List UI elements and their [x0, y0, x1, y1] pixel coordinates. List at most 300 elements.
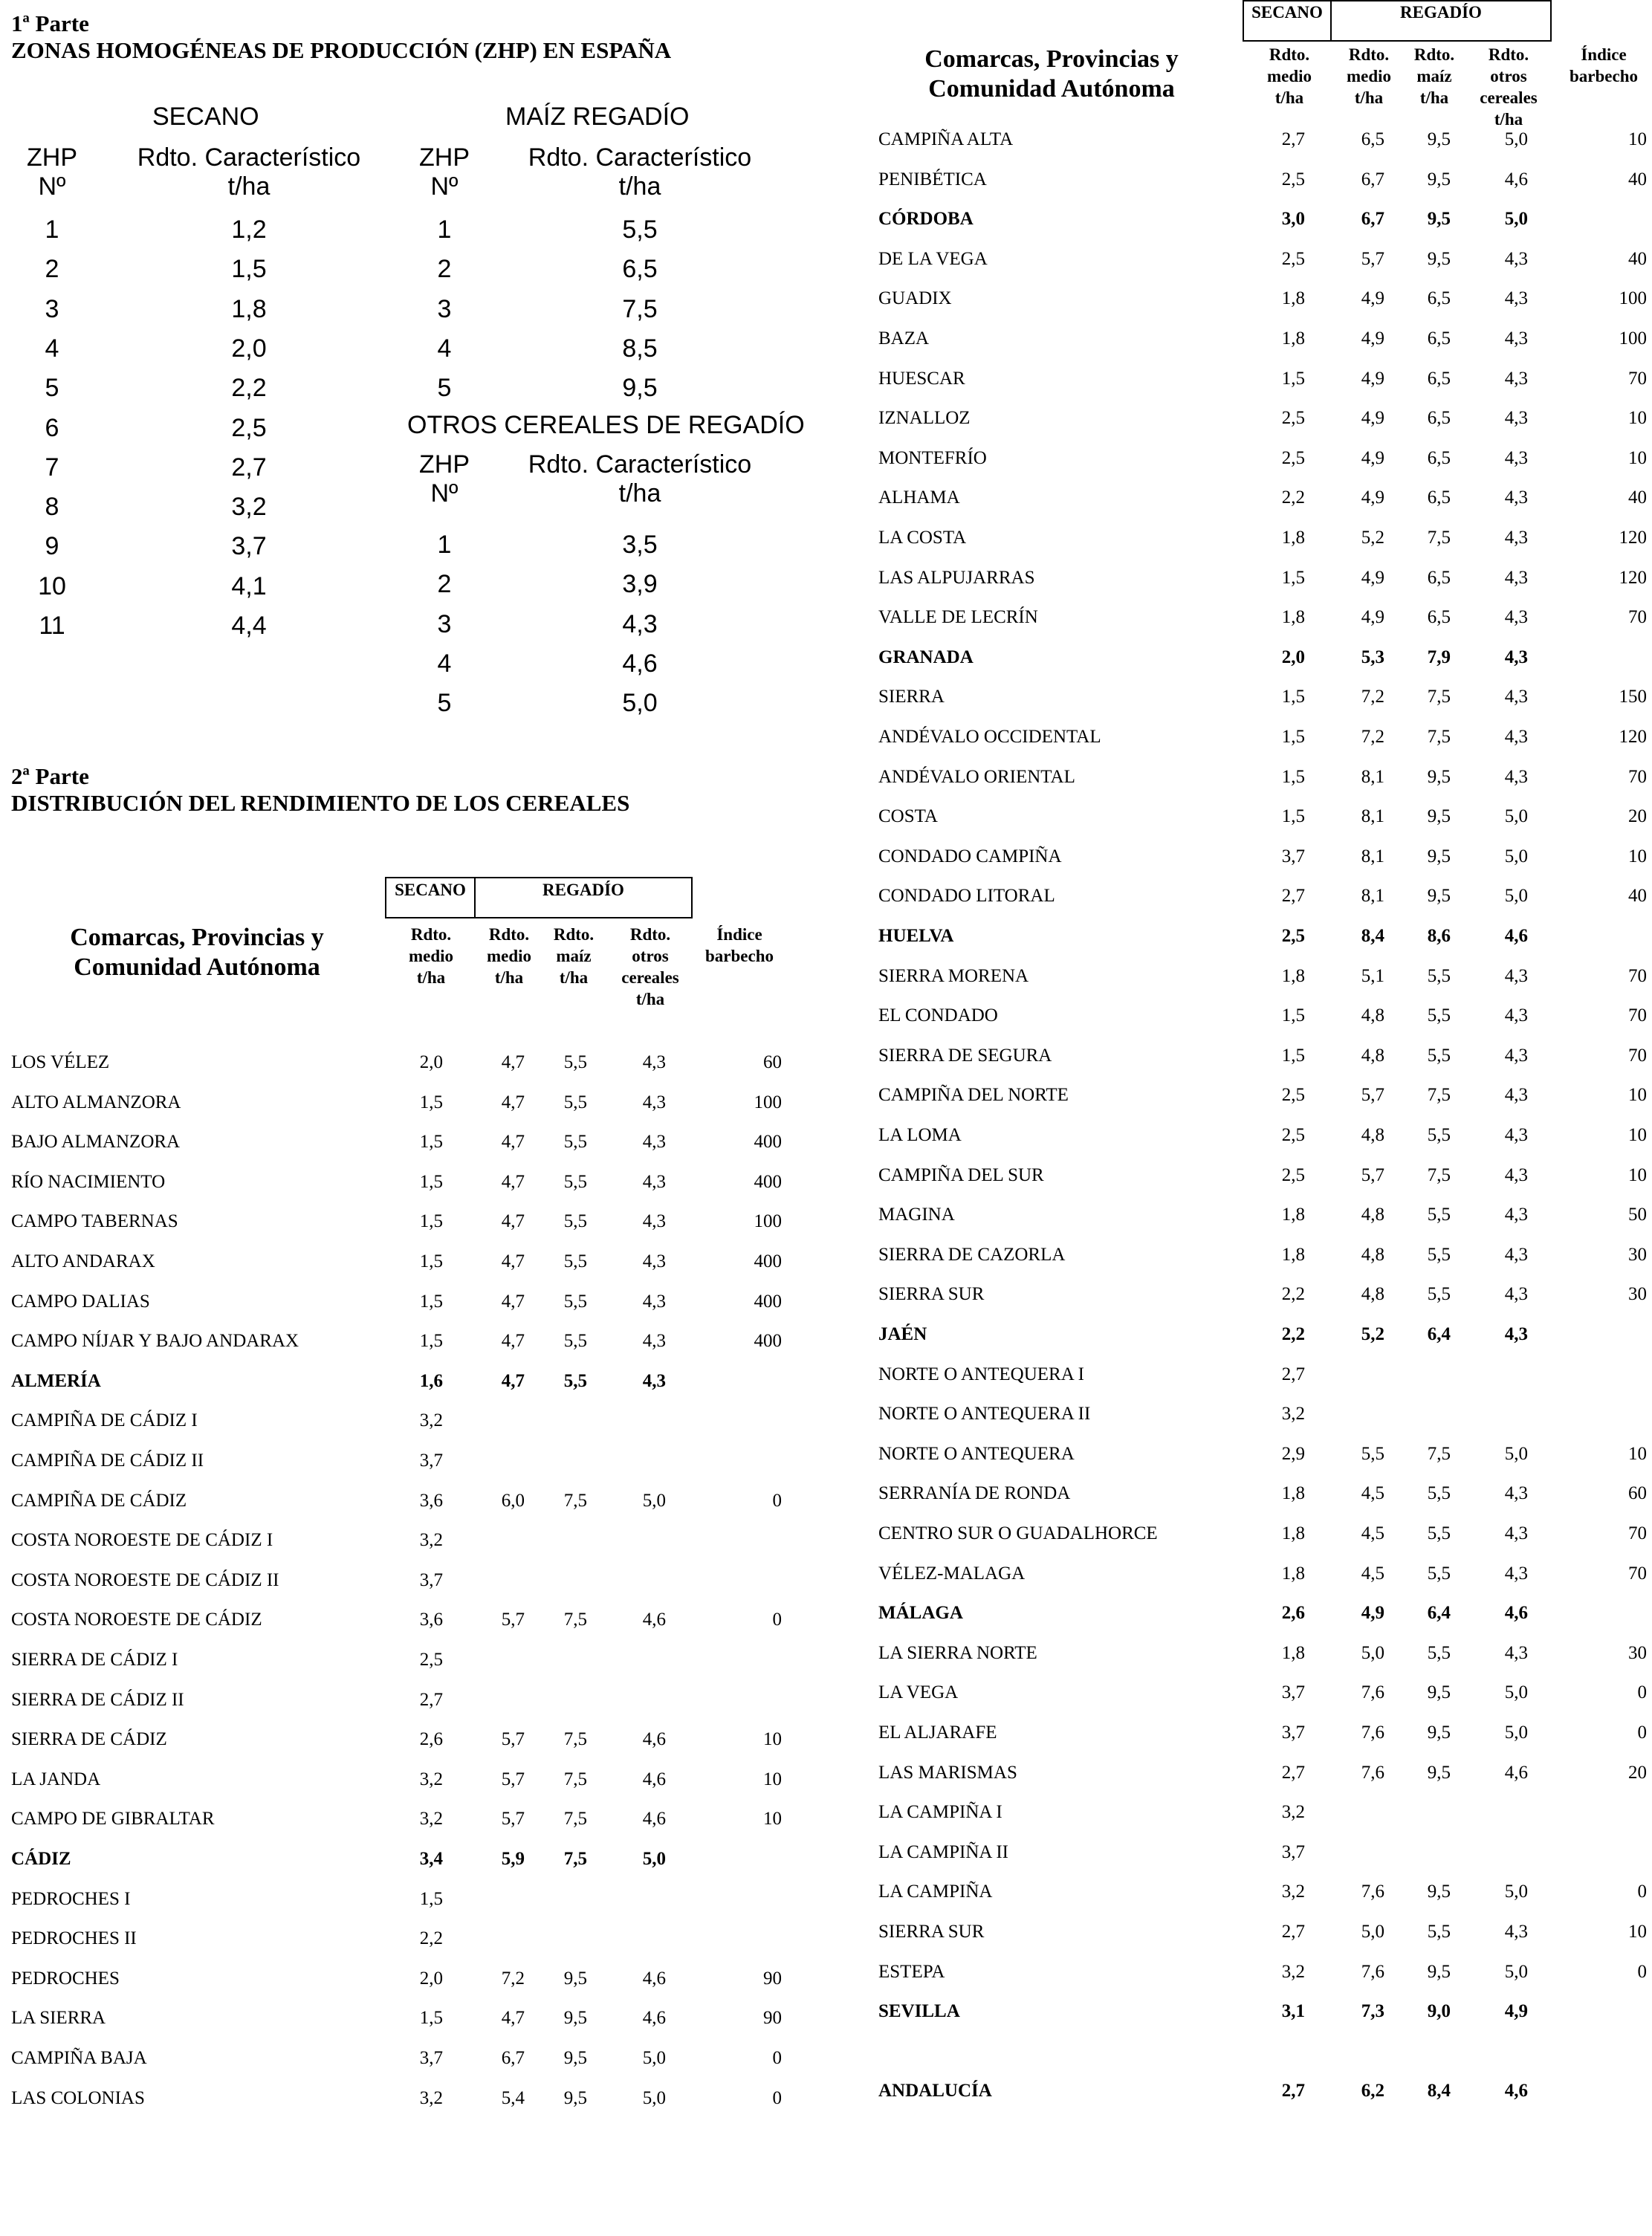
cell-value: 4,3 — [1504, 487, 1528, 508]
cell-value: 5,2 — [1361, 528, 1384, 548]
cell-value: 90 — [763, 2008, 782, 2029]
cell-value: 100 — [1619, 288, 1647, 309]
cell-value: 8,1 — [1361, 886, 1384, 907]
zhp-number: 11 — [39, 612, 65, 640]
cell-value: 5,5 — [563, 1370, 587, 1391]
cell-value: 4,3 — [1504, 248, 1528, 269]
cell-value: 4,3 — [1504, 1483, 1528, 1504]
cell-value: 4,3 — [1504, 1284, 1528, 1305]
maiz-rdto-header — [525, 143, 755, 201]
cell-value: 0 — [772, 1490, 782, 1511]
cell-value: 4,6 — [642, 1769, 666, 1789]
region-name: SIERRA SUR — [878, 1922, 985, 1942]
column-header-line: Rdto. — [1348, 45, 1390, 64]
rdto-value: 5,5 — [622, 216, 658, 244]
cell-value: 4,3 — [1504, 1085, 1528, 1106]
region-name: JAÉN — [878, 1324, 927, 1344]
region-name: ALTO ALMANZORA — [11, 1092, 181, 1112]
cell-value: 8,6 — [1427, 926, 1451, 946]
cell-value: 7,5 — [563, 1809, 587, 1830]
region-name: SIERRA — [878, 687, 945, 707]
cell-value: 3,1 — [1281, 2001, 1305, 2022]
column-header-line: t/ha — [1419, 88, 1449, 107]
region-name: ESTEPA — [878, 1961, 945, 1982]
cell-value: 1,8 — [1281, 528, 1305, 548]
cell-value: 1,5 — [1281, 567, 1305, 588]
cell-value: 9,5 — [1427, 169, 1451, 189]
column-header-line: Rdto. — [488, 925, 530, 944]
cell-value: 1,5 — [419, 1251, 443, 1271]
cell-value: 1,8 — [1281, 1642, 1305, 1663]
cell-value: 4,7 — [501, 1052, 525, 1072]
cell-value: 4,3 — [1504, 1164, 1528, 1185]
region-name: CAMPO DE GIBRALTAR — [11, 1809, 215, 1830]
cell-value: 5,0 — [1504, 1961, 1528, 1982]
cell-value: 2,5 — [419, 1650, 443, 1670]
region-name: MÁLAGA — [878, 1603, 963, 1624]
cell-value: 7,5 — [1427, 687, 1451, 707]
region-name: LA VEGA — [878, 1682, 959, 1703]
cell-value: 400 — [754, 1171, 782, 1192]
cell-value: 7,5 — [1427, 727, 1451, 747]
cell-value: 9,5 — [1427, 806, 1451, 827]
cell-value: 3,7 — [1281, 1841, 1305, 1862]
column-header — [609, 924, 691, 1010]
zhp-number: 6 — [45, 413, 59, 442]
cell-value: 4,7 — [501, 1132, 525, 1153]
cell-value: 6,7 — [1361, 169, 1384, 189]
region-name: NORTE O ANTEQUERA II — [878, 1404, 1091, 1425]
cell-value: 4,3 — [1504, 647, 1528, 667]
zhp-number: 7 — [45, 453, 59, 482]
cell-value: 10 — [1628, 1443, 1647, 1464]
rdto-value: 2,2 — [231, 374, 267, 403]
column-header-line: Índice — [1581, 45, 1627, 64]
cell-value: 4,7 — [501, 1251, 525, 1271]
part2-label: 2ª Parte — [11, 763, 89, 789]
region-name: LA LOMA — [878, 1125, 962, 1145]
cell-value: 9,5 — [1427, 129, 1451, 149]
cell-value: 4,8 — [1361, 1205, 1384, 1225]
cell-value: 4,6 — [1504, 1603, 1528, 1624]
cell-value: 5,5 — [1427, 1483, 1451, 1504]
cell-value: 70 — [1628, 1523, 1647, 1543]
column-header-line: t/ha — [635, 990, 665, 1008]
zhp-no-label: Nº — [430, 479, 459, 508]
cell-value: 5,0 — [642, 2048, 666, 2068]
cell-value: 70 — [1628, 1563, 1647, 1584]
zhp-number: 4 — [437, 334, 452, 363]
cell-value: 5,7 — [501, 1809, 525, 1830]
cell-value: 5,5 — [1427, 1642, 1451, 1663]
cell-value: 5,7 — [1361, 1085, 1384, 1106]
secano-header: SECANO — [1251, 3, 1323, 22]
cell-value: 4,9 — [1361, 607, 1384, 628]
cell-value: 10 — [1628, 1125, 1647, 1145]
region-name: CAMPO DALIAS — [11, 1291, 150, 1312]
cell-value: 3,2 — [1281, 1404, 1305, 1425]
region-name: CAMPIÑA DEL NORTE — [878, 1085, 1069, 1106]
cell-value: 5,7 — [1361, 248, 1384, 269]
cell-value: 5,5 — [563, 1132, 587, 1153]
cell-value: 2,5 — [1281, 169, 1305, 189]
zhp-number: 3 — [437, 294, 452, 323]
cell-value: 9,5 — [563, 2048, 587, 2068]
region-name: SIERRA DE CÁDIZ I — [11, 1650, 178, 1670]
region-name: CAMPO NÍJAR Y BAJO ANDARAX — [11, 1331, 299, 1352]
region-name: CAMPIÑA BAJA — [11, 2048, 147, 2068]
cell-value: 2,5 — [1281, 1125, 1305, 1145]
cell-value: 2,6 — [1281, 1603, 1305, 1624]
column-header — [476, 924, 542, 988]
part1-title: ZONAS HOMOGÉNEAS DE PRODUCCIÓN (ZHP) EN ESPAÑA — [11, 37, 672, 63]
column-header-line: medio — [1346, 67, 1392, 85]
region-name: RÍO NACIMIENTO — [11, 1171, 166, 1192]
cell-value: 1,5 — [419, 1211, 443, 1232]
cell-value: 1,5 — [1281, 766, 1305, 787]
cell-value: 7,2 — [1361, 687, 1384, 707]
zhp-number: 10 — [38, 571, 66, 600]
region-name: ANDÉVALO ORIENTAL — [878, 766, 1075, 787]
column-header-line: Rdto. — [410, 925, 452, 944]
cell-value: 4,7 — [501, 2008, 525, 2029]
column-header-line: Rdto. — [553, 925, 595, 944]
region-name: COSTA NOROESTE DE CÁDIZ — [11, 1610, 262, 1630]
cell-value: 7,5 — [563, 1490, 587, 1511]
cell-value: 5,9 — [501, 1849, 525, 1869]
cell-value: 3,7 — [419, 2048, 443, 2068]
region-name: COSTA NOROESTE DE CÁDIZ I — [11, 1530, 273, 1551]
region-name: CAMPIÑA ALTA — [878, 129, 1014, 149]
cell-value: 9,5 — [1427, 1762, 1451, 1783]
region-name: LA SIERRA — [11, 2008, 106, 2029]
cell-value: 40 — [1628, 248, 1647, 269]
cell-value: 9,5 — [1427, 209, 1451, 230]
cell-value: 4,3 — [1504, 1324, 1528, 1344]
cell-value: 120 — [1619, 567, 1647, 588]
cell-value: 3,2 — [1281, 1882, 1305, 1902]
column-header-line: t/ha — [1274, 88, 1304, 107]
cell-value: 1,8 — [1281, 965, 1305, 986]
region-name: DE LA VEGA — [878, 248, 988, 269]
cell-value: 70 — [1628, 965, 1647, 986]
cell-value: 4,3 — [1504, 288, 1528, 309]
cell-value: 4,7 — [501, 1370, 525, 1391]
region-name: LAS ALPUJARRAS — [878, 567, 1035, 588]
rdto-value: 4,3 — [622, 609, 658, 638]
cell-value: 1,8 — [1281, 328, 1305, 349]
cell-value: 4,3 — [1504, 368, 1528, 389]
cell-value: 2,0 — [1281, 647, 1305, 667]
region-name: MONTEFRÍO — [878, 447, 987, 468]
unit-label: t/ha — [227, 172, 271, 201]
cell-value: 2,2 — [419, 1928, 443, 1949]
rdto-value: 1,8 — [231, 294, 267, 323]
region-name: LA SIERRA NORTE — [878, 1642, 1037, 1663]
region-column-title — [899, 45, 1204, 104]
region-name: ALTO ANDARAX — [11, 1251, 155, 1271]
cell-value: 2,2 — [1281, 1324, 1305, 1344]
rdto-value: 4,6 — [622, 649, 658, 678]
cell-value: 1,5 — [419, 1171, 443, 1192]
region-name: CAMPIÑA DE CÁDIZ I — [11, 1410, 198, 1431]
cell-value: 3,6 — [419, 1610, 443, 1630]
column-header-line: cereales — [621, 968, 679, 987]
regadio-header: REGADÍO — [1400, 3, 1482, 22]
column-header-line: Rdto. — [1488, 45, 1529, 64]
cell-value: 2,5 — [1281, 408, 1305, 429]
rdto-value: 1,2 — [231, 216, 267, 244]
cell-value: 4,3 — [642, 1132, 666, 1153]
zhp-number: 4 — [45, 334, 59, 363]
cell-value: 40 — [1628, 886, 1647, 907]
cell-value: 4,3 — [1504, 727, 1528, 747]
cell-value: 2,7 — [1281, 2081, 1305, 2101]
region-name: BAZA — [878, 328, 930, 349]
otros-title: OTROS CEREALES DE REGADÍO — [407, 411, 805, 439]
cell-value: 5,5 — [1427, 1244, 1451, 1265]
cell-value: 4,3 — [1504, 687, 1528, 707]
region-title-line2: Comunidad Autónoma — [928, 75, 1175, 103]
region-name: ANDALUCÍA — [878, 2081, 992, 2101]
zhp-number: 5 — [45, 374, 59, 403]
cell-value: 4,9 — [1361, 368, 1384, 389]
zhp-number: 4 — [437, 649, 452, 678]
cell-value: 4,3 — [642, 1251, 666, 1271]
maiz-zhp-header — [407, 143, 482, 201]
cell-value: 40 — [1628, 487, 1647, 508]
cell-value: 7,5 — [1427, 528, 1451, 548]
cell-value: 3,2 — [419, 1769, 443, 1789]
zhp-label: ZHP — [419, 143, 470, 172]
column-header — [1468, 44, 1549, 130]
cell-value: 7,2 — [501, 1968, 525, 1989]
column-header-line: t/ha — [1494, 110, 1523, 129]
cell-value: 1,5 — [419, 1291, 443, 1312]
rdto-value: 7,5 — [622, 294, 658, 323]
cell-value: 5,1 — [1361, 965, 1384, 986]
cell-value: 2,5 — [1281, 447, 1305, 468]
cell-value: 3,7 — [1281, 1723, 1305, 1743]
region-name: MAGINA — [878, 1205, 955, 1225]
region-name: SIERRA DE SEGURA — [878, 1045, 1052, 1066]
region-name: IZNALLOZ — [878, 408, 971, 429]
cell-value: 3,2 — [419, 2087, 443, 2108]
cell-value: 2,2 — [1281, 487, 1305, 508]
cell-value: 4,6 — [1504, 1762, 1528, 1783]
cell-value: 6,5 — [1427, 567, 1451, 588]
cell-value: 1,5 — [1281, 687, 1305, 707]
cell-value: 6,5 — [1427, 288, 1451, 309]
cell-value: 10 — [1628, 846, 1647, 866]
column-header-line: Índice — [716, 925, 762, 944]
cell-value: 4,7 — [501, 1331, 525, 1352]
column-header-line: Rdto. — [629, 925, 671, 944]
otros-rdto-header — [525, 450, 755, 508]
cell-value: 2,2 — [1281, 1284, 1305, 1305]
cell-value: 1,5 — [1281, 1045, 1305, 1066]
cell-value: 10 — [763, 1809, 782, 1830]
region-name: SIERRA DE CÁDIZ II — [11, 1689, 184, 1710]
cell-value: 120 — [1619, 528, 1647, 548]
cell-value: 6,5 — [1427, 447, 1451, 468]
zhp-label: ZHP — [419, 450, 470, 479]
cell-value: 10 — [763, 1769, 782, 1789]
cell-value: 10 — [1628, 129, 1647, 149]
cell-value: 10 — [1628, 1085, 1647, 1106]
cell-value: 1,5 — [1281, 806, 1305, 827]
zhp-number: 3 — [45, 294, 59, 323]
cell-value: 5,5 — [563, 1171, 587, 1192]
region-title-line1: Comarcas, Provincias y — [924, 45, 1179, 73]
cell-value: 4,6 — [1504, 2081, 1528, 2101]
cell-value: 4,6 — [642, 1809, 666, 1830]
secano-header: SECANO — [395, 881, 466, 899]
rdto-value: 1,5 — [231, 255, 267, 284]
cell-value: 1,8 — [1281, 1563, 1305, 1584]
cell-value: 4,6 — [642, 1968, 666, 1989]
cell-value: 70 — [1628, 1045, 1647, 1066]
cell-value: 2,5 — [1281, 248, 1305, 269]
region-name: ALHAMA — [878, 487, 960, 508]
cell-value: 5,5 — [1361, 1443, 1384, 1464]
cell-value: 9,0 — [1427, 2001, 1451, 2022]
unit-label: t/ha — [618, 172, 661, 201]
region-name: LOS VÉLEZ — [11, 1052, 110, 1072]
cell-value: 9,5 — [1427, 886, 1451, 907]
cell-value: 30 — [1628, 1244, 1647, 1265]
rdto-value: 2,0 — [231, 334, 267, 363]
cell-value: 5,0 — [642, 2087, 666, 2108]
cell-value: 4,6 — [642, 1729, 666, 1750]
cell-value: 0 — [1637, 1723, 1647, 1743]
cell-value: 9,5 — [1427, 248, 1451, 269]
cell-value: 6,5 — [1427, 408, 1451, 429]
cell-value: 4,9 — [1361, 408, 1384, 429]
cell-value: 5,0 — [642, 1490, 666, 1511]
otros-zhp-header — [407, 450, 482, 508]
cell-value: 5,7 — [501, 1729, 525, 1750]
cell-value: 1,5 — [1281, 1005, 1305, 1026]
cell-value: 0 — [1637, 1882, 1647, 1902]
region-name: EL ALJARAFE — [878, 1723, 997, 1743]
cell-value: 5,0 — [1361, 1922, 1384, 1942]
region-name: LA CAMPIÑA I — [878, 1802, 1002, 1823]
zhp-no-label: Nº — [38, 172, 66, 201]
cell-value: 6,2 — [1361, 2081, 1384, 2101]
cell-value: 9,5 — [563, 2087, 587, 2108]
region-name: LAS COLONIAS — [11, 2087, 145, 2108]
cell-value: 6,4 — [1427, 1603, 1451, 1624]
cell-value: 4,8 — [1361, 1244, 1384, 1265]
cell-value: 4,3 — [1504, 1642, 1528, 1663]
cell-value: 7,2 — [1361, 727, 1384, 747]
cell-value: 2,7 — [1281, 886, 1305, 907]
cell-value: 7,9 — [1427, 647, 1451, 667]
cell-value: 2,5 — [1281, 1085, 1305, 1106]
cell-value: 4,3 — [1504, 1922, 1528, 1942]
region-name: ANDÉVALO OCCIDENTAL — [878, 727, 1101, 747]
secano-rdto-header — [134, 143, 364, 201]
column-header — [1405, 44, 1464, 108]
cell-value: 5,5 — [563, 1211, 587, 1232]
cell-value: 7,6 — [1361, 1961, 1384, 1982]
cell-value: 5,5 — [563, 1251, 587, 1271]
cell-value: 4,3 — [1504, 567, 1528, 588]
region-name: SIERRA SUR — [878, 1284, 985, 1305]
column-header-line: medio — [408, 947, 454, 965]
region-name: COSTA NOROESTE DE CÁDIZ II — [11, 1569, 279, 1590]
cell-value: 5,5 — [563, 1291, 587, 1312]
cell-value: 400 — [754, 1132, 782, 1153]
cell-value: 5,5 — [1427, 1205, 1451, 1225]
region-name: VALLE DE LECRÍN — [878, 607, 1038, 628]
cell-value: 1,5 — [419, 1888, 443, 1909]
unit-label: t/ha — [618, 479, 661, 508]
cell-value: 5,0 — [1504, 1682, 1528, 1703]
cell-value: 20 — [1628, 806, 1647, 827]
region-name: LA JANDA — [11, 1769, 101, 1789]
cell-value: 3,2 — [1281, 1802, 1305, 1823]
rdto-value: 3,2 — [231, 493, 267, 522]
cell-value: 1,5 — [419, 2008, 443, 2029]
cell-value: 4,3 — [1504, 1205, 1528, 1225]
cell-value: 4,3 — [1504, 766, 1528, 787]
cell-value: 5,7 — [1361, 1164, 1384, 1185]
cell-value: 1,8 — [1281, 1523, 1305, 1543]
cell-value: 4,3 — [642, 1092, 666, 1112]
secano-zhp-header — [15, 143, 89, 201]
cell-value: 4,9 — [1361, 1603, 1384, 1624]
cell-value: 9,5 — [1427, 766, 1451, 787]
column-header — [1559, 44, 1648, 87]
cell-value: 4,9 — [1361, 567, 1384, 588]
cell-value: 7,3 — [1361, 2001, 1384, 2022]
column-header-line: Rdto. — [1269, 45, 1310, 64]
cell-value: 3,7 — [419, 1569, 443, 1590]
cell-value: 6,5 — [1361, 129, 1384, 149]
cell-value: 3,6 — [419, 1490, 443, 1511]
cell-value: 5,5 — [1427, 965, 1451, 986]
cell-value: 5,0 — [1504, 1882, 1528, 1902]
region-name: HUESCAR — [878, 368, 965, 389]
cell-value: 4,8 — [1361, 1284, 1384, 1305]
rdto-label: Rdto. Característico — [137, 143, 361, 172]
cell-value: 7,5 — [563, 1610, 587, 1630]
rdto-value: 3,5 — [622, 531, 658, 559]
region-name: CÓRDOBA — [878, 209, 974, 230]
cell-value: 4,3 — [1504, 1523, 1528, 1543]
cell-value: 3,2 — [419, 1809, 443, 1830]
cell-value: 1,5 — [1281, 368, 1305, 389]
cell-value: 2,9 — [1281, 1443, 1305, 1464]
cell-value: 60 — [763, 1052, 782, 1072]
cell-value: 3,7 — [1281, 846, 1305, 866]
cell-value: 5,0 — [1504, 846, 1528, 866]
cell-value: 70 — [1628, 766, 1647, 787]
rdto-value: 3,7 — [231, 532, 267, 561]
cell-value: 90 — [763, 1968, 782, 1989]
cell-value: 400 — [754, 1291, 782, 1312]
rdto-value: 2,5 — [231, 413, 267, 442]
zhp-number: 1 — [45, 216, 59, 244]
cell-value: 7,6 — [1361, 1762, 1384, 1783]
cell-value: 5,5 — [1427, 1284, 1451, 1305]
cell-value: 8,1 — [1361, 806, 1384, 827]
cell-value: 7,5 — [1427, 1164, 1451, 1185]
cell-value: 120 — [1619, 727, 1647, 747]
cell-value: 30 — [1628, 1284, 1647, 1305]
